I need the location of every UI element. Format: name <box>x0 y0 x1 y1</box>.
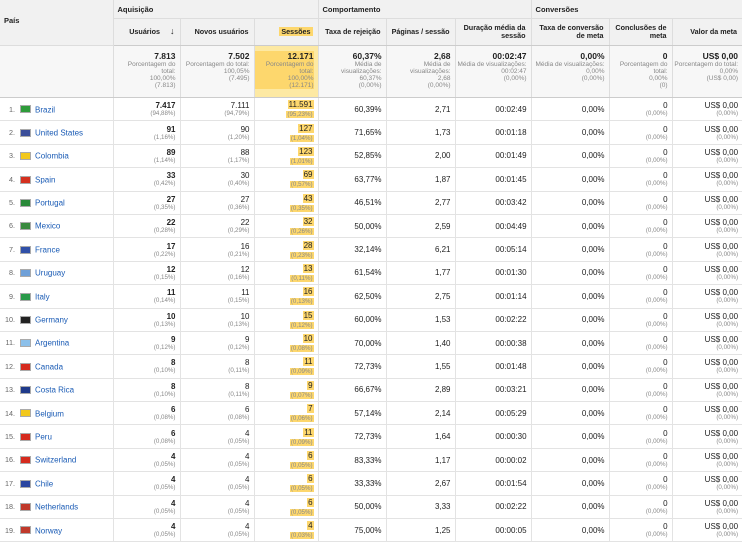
country-flag-icon <box>20 386 31 394</box>
group-header-comportamento: Comportamento <box>318 0 531 19</box>
cell-taxa-conversao: 0,00% <box>531 472 609 495</box>
country-flag-icon <box>20 269 31 277</box>
country-link[interactable]: Uruguay <box>35 268 66 278</box>
total-duracao-media: 00:02:47 Média de visualizações: 00:02:47 (0,00%) <box>455 46 531 98</box>
cell-sessoes: 16 (0,13%) <box>254 285 318 308</box>
cell-paginas-sessao: 2,14 <box>386 402 455 425</box>
table-row[interactable] <box>0 308 742 331</box>
table-row[interactable] <box>0 519 742 542</box>
cell-duracao-media: 00:00:02 <box>455 448 531 471</box>
cell-taxa-conversao: 0,00% <box>531 168 609 191</box>
column-header-paginas-sessao[interactable]: Páginas / sessão <box>386 19 455 46</box>
cell-taxa-rejeicao: 70,00% <box>318 331 386 354</box>
cell-sessoes: 127 (1,04%) <box>254 121 318 144</box>
country-link[interactable]: Spain <box>35 175 56 185</box>
cell-paginas-sessao: 1,73 <box>386 121 455 144</box>
cell-usuarios: 8 (0,10%) <box>113 378 180 401</box>
row-number: 15. <box>5 431 15 441</box>
country-cell <box>0 402 113 425</box>
country-cell <box>0 448 113 471</box>
row-number: 8. <box>9 268 15 278</box>
cell-valor-meta: US$ 0,00 (0,00%) <box>672 285 742 308</box>
row-number: 16. <box>5 455 15 465</box>
cell-conclusoes-meta: 0 (0,00%) <box>609 308 672 331</box>
cell-valor-meta: US$ 0,00 (0,00%) <box>672 121 742 144</box>
country-cell <box>0 285 113 308</box>
sort-descending-icon[interactable]: ↓ <box>170 26 175 37</box>
cell-duracao-media: 00:02:22 <box>455 308 531 331</box>
cell-paginas-sessao: 1,64 <box>386 425 455 448</box>
table-row[interactable] <box>0 214 742 237</box>
cell-usuarios: 17 (0,22%) <box>113 238 180 261</box>
row-number: 5. <box>9 198 15 208</box>
cell-paginas-sessao: 2,67 <box>386 472 455 495</box>
cell-taxa-rejeicao: 61,54% <box>318 261 386 284</box>
cell-taxa-conversao: 0,00% <box>531 519 609 542</box>
cell-novos-usuarios: 4 (0,05%) <box>180 448 254 471</box>
cell-taxa-rejeicao: 60,00% <box>318 308 386 331</box>
table-row[interactable] <box>0 261 742 284</box>
table-row[interactable] <box>0 238 742 261</box>
cell-taxa-rejeicao: 32,14% <box>318 238 386 261</box>
column-header-taxa-rejeicao[interactable]: Taxa de rejeição <box>318 19 386 46</box>
cell-taxa-rejeicao: 50,00% <box>318 214 386 237</box>
cell-paginas-sessao: 1,40 <box>386 331 455 354</box>
cell-taxa-conversao: 0,00% <box>531 144 609 167</box>
cell-novos-usuarios: 8 (0,11%) <box>180 378 254 401</box>
country-link[interactable]: Portugal <box>35 198 65 208</box>
cell-sessoes: 11 (0,09%) <box>254 355 318 378</box>
total-novos-usuarios: 7.502 Porcentagem do total: 100,05% (7.495) <box>180 46 254 98</box>
cell-duracao-media: 00:00:38 <box>455 331 531 354</box>
cell-sessoes: 11.591 (95,23%) <box>254 98 318 121</box>
country-cell <box>0 425 113 448</box>
totals-label-cell <box>0 46 113 98</box>
row-number: 18. <box>5 502 15 512</box>
cell-taxa-conversao: 0,00% <box>531 331 609 354</box>
cell-valor-meta: US$ 0,00 (0,00%) <box>672 331 742 354</box>
cell-usuarios: 6 (0,08%) <box>113 402 180 425</box>
row-number: 17. <box>5 478 15 488</box>
cell-valor-meta: US$ 0,00 (0,00%) <box>672 98 742 121</box>
cell-taxa-conversao: 0,00% <box>531 308 609 331</box>
total-paginas-sessao: 2,68 Média de visualizações: 2,68 (0,00%) <box>386 46 455 98</box>
total-sessoes: 12.171 Porcentagem do total: 100,00% (12.171) <box>254 46 318 98</box>
total-conclusoes-meta: 0 Porcentagem do total: 0,00% (0) <box>609 46 672 98</box>
cell-usuarios: 10 (0,13%) <box>113 308 180 331</box>
table-row[interactable] <box>0 168 742 191</box>
cell-novos-usuarios: 4 (0,05%) <box>180 472 254 495</box>
country-flag-icon <box>20 222 31 230</box>
cell-taxa-rejeicao: 46,51% <box>318 191 386 214</box>
country-cell <box>0 519 113 542</box>
country-flag-icon <box>20 152 31 160</box>
cell-conclusoes-meta: 0 (0,00%) <box>609 214 672 237</box>
country-flag-icon <box>20 480 31 488</box>
cell-sessoes: 6 (0,05%) <box>254 448 318 471</box>
row-number: 7. <box>9 244 15 254</box>
country-link[interactable]: Peru <box>35 432 52 442</box>
table-row[interactable] <box>0 355 742 378</box>
cell-conclusoes-meta: 0 (0,00%) <box>609 355 672 378</box>
cell-taxa-conversao: 0,00% <box>531 425 609 448</box>
cell-usuarios: 4 (0,05%) <box>113 495 180 518</box>
cell-valor-meta: US$ 0,00 (0,00%) <box>672 214 742 237</box>
country-flag-icon <box>20 433 31 441</box>
cell-taxa-rejeicao: 63,77% <box>318 168 386 191</box>
table-row[interactable] <box>0 402 742 425</box>
country-flag-icon <box>20 363 31 371</box>
country-flag-icon <box>20 199 31 207</box>
row-number: 10. <box>5 315 15 325</box>
cell-conclusoes-meta: 0 (0,00%) <box>609 144 672 167</box>
country-cell <box>0 144 113 167</box>
cell-paginas-sessao: 1,25 <box>386 519 455 542</box>
cell-taxa-rejeicao: 72,73% <box>318 425 386 448</box>
country-link[interactable]: Germany <box>35 315 68 325</box>
cell-valor-meta: US$ 0,00 (0,00%) <box>672 308 742 331</box>
cell-usuarios: 4 (0,05%) <box>113 472 180 495</box>
cell-usuarios: 11 (0,14%) <box>113 285 180 308</box>
cell-novos-usuarios: 90 (1,20%) <box>180 121 254 144</box>
country-cell <box>0 98 113 121</box>
cell-novos-usuarios: 4 (0,05%) <box>180 519 254 542</box>
cell-novos-usuarios: 88 (1,17%) <box>180 144 254 167</box>
cell-valor-meta: US$ 0,00 (0,00%) <box>672 378 742 401</box>
country-column-header[interactable]: País <box>0 0 113 46</box>
cell-sessoes: 69 (0,57%) <box>254 168 318 191</box>
cell-usuarios: 4 (0,05%) <box>113 519 180 542</box>
cell-taxa-rejeicao: 50,00% <box>318 495 386 518</box>
country-link[interactable]: Colombia <box>35 151 69 161</box>
table-row[interactable] <box>0 378 742 401</box>
table-row[interactable] <box>0 331 742 354</box>
table-row[interactable] <box>0 448 742 471</box>
column-header-sessoes[interactable] <box>254 19 318 46</box>
cell-conclusoes-meta: 0 (0,00%) <box>609 402 672 425</box>
cell-valor-meta: US$ 0,00 (0,00%) <box>672 402 742 425</box>
cell-conclusoes-meta: 0 (0,00%) <box>609 238 672 261</box>
cell-valor-meta: US$ 0,00 (0,00%) <box>672 238 742 261</box>
cell-valor-meta: US$ 0,00 (0,00%) <box>672 261 742 284</box>
country-link[interactable]: United States <box>35 128 84 138</box>
cell-paginas-sessao: 6,21 <box>386 238 455 261</box>
totals-row <box>0 46 742 98</box>
country-cell <box>0 121 113 144</box>
cell-conclusoes-meta: 0 (0,00%) <box>609 378 672 401</box>
cell-novos-usuarios: 16 (0,21%) <box>180 238 254 261</box>
column-header-usuarios[interactable] <box>113 19 180 46</box>
cell-sessoes: 11 (0,09%) <box>254 425 318 448</box>
cell-paginas-sessao: 3,33 <box>386 495 455 518</box>
cell-conclusoes-meta: 0 (0,00%) <box>609 191 672 214</box>
cell-sessoes: 6 (0,05%) <box>254 495 318 518</box>
cell-novos-usuarios: 12 (0,16%) <box>180 261 254 284</box>
country-link[interactable]: Argentina <box>35 338 70 348</box>
cell-duracao-media: 00:02:49 <box>455 98 531 121</box>
country-link[interactable]: Norway <box>35 525 63 535</box>
cell-paginas-sessao: 1,55 <box>386 355 455 378</box>
country-cell <box>0 168 113 191</box>
cell-conclusoes-meta: 0 (0,00%) <box>609 472 672 495</box>
country-cell <box>0 214 113 237</box>
country-cell <box>0 238 113 261</box>
cell-sessoes: 7 (0,06%) <box>254 402 318 425</box>
cell-novos-usuarios: 9 (0,12%) <box>180 331 254 354</box>
row-number: 14. <box>5 408 15 418</box>
cell-novos-usuarios: 8 (0,11%) <box>180 355 254 378</box>
column-header-label: Sessões <box>281 26 311 36</box>
cell-valor-meta: US$ 0,00 (0,00%) <box>672 448 742 471</box>
cell-valor-meta: US$ 0,00 (0,00%) <box>672 495 742 518</box>
cell-sessoes: 28 (0,23%) <box>254 238 318 261</box>
cell-conclusoes-meta: 0 (0,00%) <box>609 98 672 121</box>
cell-paginas-sessao: 1,87 <box>386 168 455 191</box>
cell-duracao-media: 00:01:49 <box>455 144 531 167</box>
cell-taxa-conversao: 0,00% <box>531 214 609 237</box>
cell-duracao-media: 00:01:54 <box>455 472 531 495</box>
country-flag-icon <box>20 105 31 113</box>
row-number: 3. <box>9 151 15 161</box>
cell-valor-meta: US$ 0,00 (0,00%) <box>672 144 742 167</box>
cell-duracao-media: 00:01:18 <box>455 121 531 144</box>
table-row[interactable] <box>0 98 742 121</box>
country-link[interactable]: Netherlands <box>35 502 79 512</box>
cell-duracao-media: 00:01:48 <box>455 355 531 378</box>
cell-novos-usuarios: 27 (0,36%) <box>180 191 254 214</box>
table-row[interactable] <box>0 191 742 214</box>
cell-conclusoes-meta: 0 (0,00%) <box>609 519 672 542</box>
cell-novos-usuarios: 10 (0,13%) <box>180 308 254 331</box>
cell-sessoes: 9 (0,07%) <box>254 378 318 401</box>
country-cell <box>0 355 113 378</box>
cell-duracao-media: 00:01:30 <box>455 261 531 284</box>
cell-duracao-media: 00:01:14 <box>455 285 531 308</box>
cell-taxa-conversao: 0,00% <box>531 285 609 308</box>
country-flag-icon <box>20 316 31 324</box>
cell-taxa-conversao: 0,00% <box>531 495 609 518</box>
table-row[interactable] <box>0 144 742 167</box>
cell-valor-meta: US$ 0,00 (0,00%) <box>672 472 742 495</box>
cell-usuarios: 91 (1,16%) <box>113 121 180 144</box>
cell-usuarios: 9 (0,12%) <box>113 331 180 354</box>
cell-usuarios: 7.417 (94,88%) <box>113 98 180 121</box>
country-link[interactable]: Canada <box>35 362 64 372</box>
column-header-novos-usuarios[interactable]: Novos usuários <box>180 19 254 46</box>
cell-sessoes: 13 (0,11%) <box>254 261 318 284</box>
table-row[interactable] <box>0 121 742 144</box>
cell-taxa-conversao: 0,00% <box>531 261 609 284</box>
cell-taxa-conversao: 0,00% <box>531 98 609 121</box>
cell-taxa-rejeicao: 83,33% <box>318 448 386 471</box>
row-number: 12. <box>5 361 15 371</box>
cell-valor-meta: US$ 0,00 (0,00%) <box>672 168 742 191</box>
country-flag-icon <box>20 293 31 301</box>
cell-taxa-conversao: 0,00% <box>531 191 609 214</box>
cell-usuarios: 6 (0,08%) <box>113 425 180 448</box>
total-usuarios: 7.813 Porcentagem do total: 100,00% (7.813) <box>113 46 180 98</box>
cell-conclusoes-meta: 0 (0,00%) <box>609 261 672 284</box>
column-header-conclusoes-meta[interactable]: Conclusões de meta <box>609 19 672 46</box>
cell-taxa-rejeicao: 33,33% <box>318 472 386 495</box>
row-number: 6. <box>9 221 15 231</box>
cell-novos-usuarios: 4 (0,05%) <box>180 495 254 518</box>
country-flag-icon <box>20 339 31 347</box>
cell-duracao-media: 00:02:22 <box>455 495 531 518</box>
country-flag-icon <box>20 176 31 184</box>
cell-paginas-sessao: 1,17 <box>386 448 455 471</box>
country-link[interactable]: Mexico <box>35 221 61 231</box>
cell-taxa-rejeicao: 62,50% <box>318 285 386 308</box>
country-cell <box>0 378 113 401</box>
country-link[interactable]: Brazil <box>35 104 56 114</box>
cell-conclusoes-meta: 0 (0,00%) <box>609 285 672 308</box>
cell-duracao-media: 00:05:29 <box>455 402 531 425</box>
cell-taxa-conversao: 0,00% <box>531 238 609 261</box>
country-link[interactable]: France <box>35 245 60 255</box>
cell-taxa-rejeicao: 57,14% <box>318 402 386 425</box>
cell-taxa-conversao: 0,00% <box>531 121 609 144</box>
cell-duracao-media: 00:00:30 <box>455 425 531 448</box>
cell-paginas-sessao: 1,53 <box>386 308 455 331</box>
cell-novos-usuarios: 6 (0,08%) <box>180 402 254 425</box>
cell-novos-usuarios: 30 (0,40%) <box>180 168 254 191</box>
cell-sessoes: 43 (0,35%) <box>254 191 318 214</box>
cell-taxa-rejeicao: 75,00% <box>318 519 386 542</box>
column-header-label: Usuários <box>129 27 160 37</box>
country-flag-icon <box>20 526 31 534</box>
table-row[interactable] <box>0 495 742 518</box>
cell-taxa-rejeicao: 60,39% <box>318 98 386 121</box>
country-flag-icon <box>20 246 31 254</box>
cell-sessoes: 123 (1,01%) <box>254 144 318 167</box>
cell-paginas-sessao: 2,77 <box>386 191 455 214</box>
cell-usuarios: 4 (0,05%) <box>113 448 180 471</box>
cell-taxa-conversao: 0,00% <box>531 448 609 471</box>
country-link[interactable]: Italy <box>35 292 50 302</box>
cell-valor-meta: US$ 0,00 (0,00%) <box>672 191 742 214</box>
total-taxa-conversao: 0,00% Média de visualizações: 0,00% (0,00%) <box>531 46 609 98</box>
cell-usuarios: 33 (0,42%) <box>113 168 180 191</box>
column-header-taxa-conversao[interactable]: Taxa de conversão de meta <box>531 19 609 46</box>
country-link[interactable]: Chile <box>35 479 54 489</box>
total-taxa-rejeicao: 60,37% Média de visualizações: 60,37% (0,00%) <box>318 46 386 98</box>
cell-conclusoes-meta: 0 (0,00%) <box>609 425 672 448</box>
cell-sessoes: 4 (0,03%) <box>254 519 318 542</box>
cell-paginas-sessao: 2,71 <box>386 98 455 121</box>
country-flag-icon <box>20 456 31 464</box>
row-number: 2. <box>9 127 15 137</box>
cell-taxa-rejeicao: 52,85% <box>318 144 386 167</box>
cell-novos-usuarios: 11 (0,15%) <box>180 285 254 308</box>
group-header-aquisicao: Aquisição <box>113 0 318 19</box>
column-header-duracao-media[interactable]: Duração média da sessão <box>455 19 531 46</box>
cell-novos-usuarios: 7.111 (94,79%) <box>180 98 254 121</box>
country-flag-icon <box>20 503 31 511</box>
cell-taxa-rejeicao: 71,65% <box>318 121 386 144</box>
cell-valor-meta: US$ 0,00 (0,00%) <box>672 425 742 448</box>
country-link[interactable]: Switzerland <box>35 455 77 465</box>
group-header-conversoes: Conversões <box>531 0 742 19</box>
cell-taxa-conversao: 0,00% <box>531 402 609 425</box>
cell-paginas-sessao: 2,75 <box>386 285 455 308</box>
cell-valor-meta: US$ 0,00 (0,00%) <box>672 355 742 378</box>
row-number: 19. <box>5 525 15 535</box>
country-link[interactable]: Costa Rica <box>35 385 75 395</box>
row-number: 1. <box>9 104 15 114</box>
country-flag-icon <box>20 129 31 137</box>
cell-sessoes: 15 (0,12%) <box>254 308 318 331</box>
cell-duracao-media: 00:03:42 <box>455 191 531 214</box>
cell-sessoes: 6 (0,05%) <box>254 472 318 495</box>
cell-taxa-rejeicao: 72,73% <box>318 355 386 378</box>
cell-usuarios: 22 (0,28%) <box>113 214 180 237</box>
country-cell <box>0 308 113 331</box>
country-cell <box>0 472 113 495</box>
row-number: 4. <box>9 174 15 184</box>
cell-usuarios: 12 (0,15%) <box>113 261 180 284</box>
cell-conclusoes-meta: 0 (0,00%) <box>609 495 672 518</box>
total-valor-meta: US$ 0,00 Porcentagem do total: 0,00% (US$ 0,00) <box>672 46 742 98</box>
country-flag-icon <box>20 409 31 417</box>
cell-conclusoes-meta: 0 (0,00%) <box>609 121 672 144</box>
cell-taxa-conversao: 0,00% <box>531 378 609 401</box>
cell-taxa-conversao: 0,00% <box>531 355 609 378</box>
cell-duracao-media: 00:00:05 <box>455 519 531 542</box>
cell-conclusoes-meta: 0 (0,00%) <box>609 331 672 354</box>
cell-usuarios: 89 (1,14%) <box>113 144 180 167</box>
cell-novos-usuarios: 4 (0,05%) <box>180 425 254 448</box>
cell-duracao-media: 00:03:21 <box>455 378 531 401</box>
cell-valor-meta: US$ 0,00 (0,00%) <box>672 519 742 542</box>
cell-conclusoes-meta: 0 (0,00%) <box>609 168 672 191</box>
country-cell <box>0 261 113 284</box>
table-row[interactable] <box>0 425 742 448</box>
cell-duracao-media: 00:04:49 <box>455 214 531 237</box>
country-cell <box>0 495 113 518</box>
cell-taxa-rejeicao: 66,67% <box>318 378 386 401</box>
cell-novos-usuarios: 22 (0,29%) <box>180 214 254 237</box>
cell-paginas-sessao: 1,77 <box>386 261 455 284</box>
row-number: 9. <box>9 291 15 301</box>
cell-paginas-sessao: 2,00 <box>386 144 455 167</box>
cell-sessoes: 32 (0,26%) <box>254 214 318 237</box>
cell-sessoes: 10 (0,08%) <box>254 331 318 354</box>
table-row[interactable] <box>0 285 742 308</box>
cell-conclusoes-meta: 0 (0,00%) <box>609 448 672 471</box>
country-cell <box>0 331 113 354</box>
country-cell <box>0 191 113 214</box>
column-header-valor-meta[interactable]: Valor da meta <box>672 19 742 46</box>
country-link[interactable]: Belgium <box>35 408 64 418</box>
cell-paginas-sessao: 2,89 <box>386 378 455 401</box>
row-number: 13. <box>5 385 15 395</box>
cell-usuarios: 27 (0,35%) <box>113 191 180 214</box>
cell-paginas-sessao: 2,59 <box>386 214 455 237</box>
cell-usuarios: 8 (0,10%) <box>113 355 180 378</box>
cell-duracao-media: 00:01:45 <box>455 168 531 191</box>
table-row[interactable] <box>0 472 742 495</box>
cell-duracao-media: 00:05:14 <box>455 238 531 261</box>
row-number: 11. <box>5 338 15 348</box>
